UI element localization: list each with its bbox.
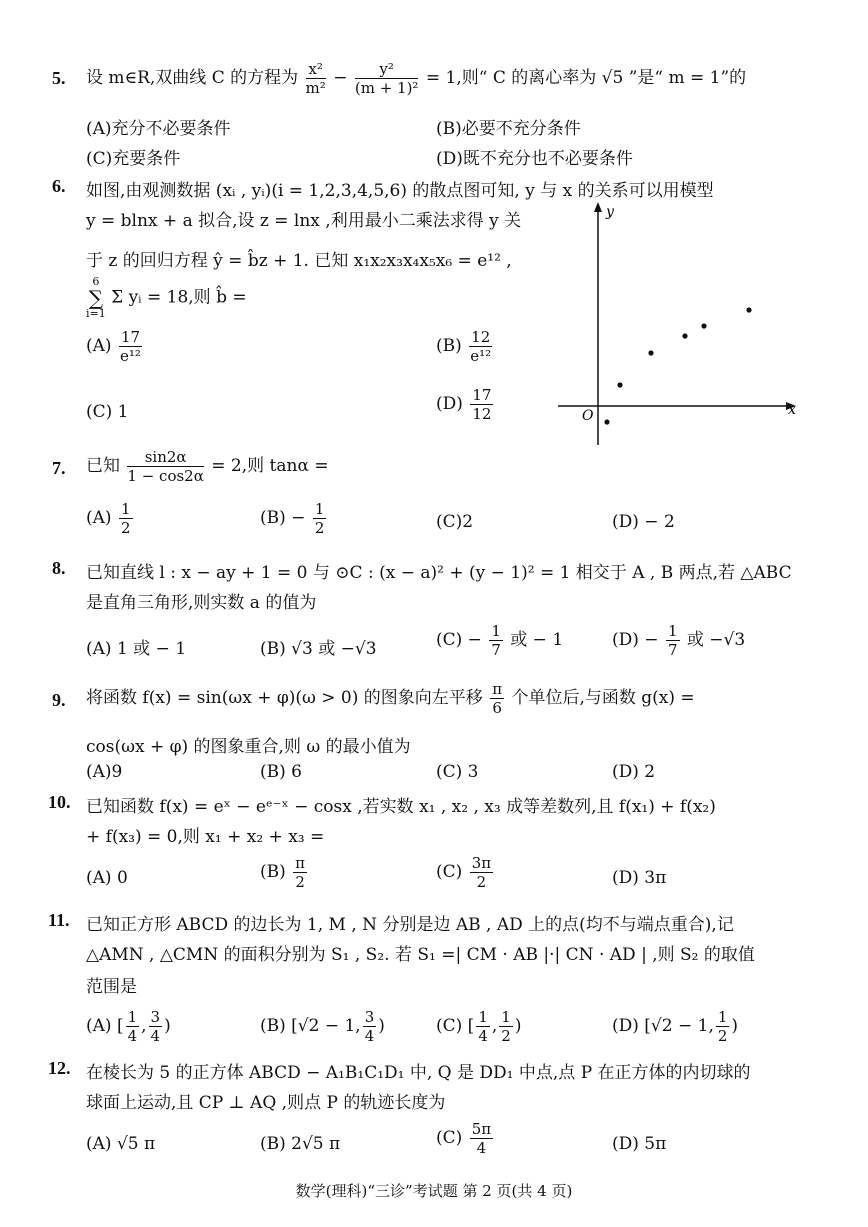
option-a: (A) 1 或 − 1 [86,639,187,659]
question-stem-line: 是直角三角形,则实数 a 的值为 [86,593,317,613]
data-point [604,419,609,424]
question-10 [48,792,812,902]
question-stem-line: 在棱长为 5 的正方体 ABCD − A₁B₁C₁D₁ 中, Q 是 DD₁ 中点,点 P 在正方体的内切球的 [86,1063,751,1083]
question-number: 5. [52,68,66,88]
question-stem: 已知 $\frac{\sin 2\alpha}{1 - \cos 2\alpha}$ = 2,则 tanα = [86,448,329,485]
question-stem-line: 球面上运动,且 CP ⊥ AQ ,则点 P 的轨迹长度为 [86,1093,446,1113]
option-b: (B) − $\frac{1}{2}$ [260,500,325,537]
option-c: (C)充要条件 [86,149,181,169]
question-number: 9. [52,690,66,710]
option-d: (D) − $\frac{1}{7}$ 或 −√3 [612,622,746,659]
question-stem-line: 已知函数 f(x) = eˣ − eᵉ⁻ˣ − cosx ,若实数 x₁ , x₂ , x₃ 成等差数列,且 f(x₁) + f(x₂) [86,797,716,817]
question-stem-line: 将函数 f(x) = sin(ωx + φ)(ω > 0) 的图象向左平移 $\frac{\pi}{6}$ 个单位后,与函数 g(x) = [86,680,695,717]
x-axis-label: x [788,402,796,418]
question-7 [52,448,812,544]
option-a: (A)充分不必要条件 [86,119,231,139]
data-point [701,323,706,328]
option-d: (D) $\frac{17}{12}$ [436,386,492,423]
question-number: 6. [52,176,66,196]
question-number: 8. [52,558,66,578]
option-d: (D) 2 [612,762,656,782]
option-a: (A)9 [86,762,123,782]
question-number: 7. [52,458,66,478]
option-d: (D) [√2 − 1, $\frac{1}{2}$ ) [612,1008,739,1045]
fraction: $\frac{\text{x²}}{\text{m²}}$ [305,60,326,97]
option-c: (C) [ $\frac{1}{4}$ , $\frac{1}{2}$ ) [436,1008,522,1045]
option-b: (B) 2√5 π [260,1134,341,1154]
question-number: 11. [48,910,70,930]
option-b: (B) [√2 − 1, $\frac{3}{4}$ ) [260,1008,385,1045]
option-b: (B)必要不充分条件 [436,119,581,139]
data-point [648,350,653,355]
y-axis-arrow [594,202,602,212]
question-stem-line: △AMN , △CMN 的面积分别为 S₁ , S₂. 若 S₁ =| CM · AB |·| CN · AD | ,则 S₂ 的取值 [86,945,755,965]
question-8 [52,558,812,668]
option-a: (A) √5 π [86,1134,156,1154]
question-11 [48,910,812,1050]
page-footer: 数学(理科)“三诊”考试题 第 2 页(共 4 页) [295,1182,573,1200]
option-b: (B) √3 或 −√3 [260,639,377,659]
question-number: 10. [48,792,71,812]
question-stem-line: 已知正方形 ABCD 的边长为 1, M , N 分别是边 AB , AD 上的点(均不与端点重合),记 [86,915,734,935]
question-stem-line: 如图,由观测数据 (xᵢ , yᵢ)(i = 1,2,3,4,5,6) 的散点图可知, y 与 x 的关系可以用模型 [86,181,714,201]
data-point [746,307,751,312]
question-stem-line: + f(x₃) = 0,则 x₁ + x₂ + x₃ = [86,827,325,847]
option-b: (B) 6 [260,762,302,782]
question-number: 12. [48,1058,71,1078]
option-a: (A) [ $\frac{1}{4}$ , $\frac{3}{4}$ ) [86,1008,171,1045]
y-axis-label: y [606,204,614,220]
option-c: (C) $\frac{3\pi}{2}$ [436,854,492,891]
origin-label: O [582,408,594,424]
option-a: (A) 0 [86,868,128,888]
option-c: (C)2 [436,512,474,532]
data-point [617,382,622,387]
option-d: (D) 3π [612,868,667,888]
question-stem-line: 于 z 的回归方程 ŷ = b̂z + 1. 已知 x₁x₂x₃x₄x₅x₆ = e¹² , [86,251,512,271]
option-a: (A) $\frac{1}{2}$ [86,500,131,537]
question-stem-line: y = blnx + a 拟合,设 z = lnx ,利用最小二乘法求得 y 关 [86,211,522,231]
question-9 [52,680,812,790]
question-stem-line: 已知直线 l : x − ay + 1 = 0 与 ⊙C : (x − a)² + (y − 1)² = 1 相交于 A , B 两点,若 △ABC [86,563,792,583]
question-stem-line: 范围是 [86,977,137,997]
scatter-plot [556,200,806,450]
data-point [682,333,687,338]
option-a: (A) $\frac{17}{\text{e¹²}}$ [86,328,141,365]
fraction: $\frac{\text{y²}}{\text{(m + 1)²}}$ [354,60,419,97]
option-d: (D) − 2 [612,512,675,532]
question-5 [52,58,812,168]
option-c: (C) 3 [436,762,479,782]
option-c: (C) 1 [86,402,129,422]
question-12 [48,1058,812,1168]
option-d: (D)既不充分也不必要条件 [436,149,633,169]
option-c: (C) − $\frac{1}{7}$ 或 − 1 [436,622,564,659]
option-d: (D) 5π [612,1134,667,1154]
sum-expression: 6 ∑ i=1 Σ yᵢ = 18,则 b̂ = [86,275,247,320]
option-b: (B) $\frac{\pi}{2}$ [260,854,306,891]
option-b: (B) $\frac{12}{\text{e¹²}}$ [436,328,492,365]
option-c: (C) $\frac{5\pi}{4}$ [436,1120,492,1157]
question-stem-line: cos(ωx + φ) 的图象重合,则 ω 的最小值为 [86,737,411,757]
question-stem: 设 m∈R,双曲线 C 的方程为 $\frac{\text{x²}}{\text{m²}}$ − $\frac{\text{y²}}{\text{(m + 1)²}}$ = 1,则“ C 的离心率为 √5 ”是“ m = 1”的 [86,60,747,97]
